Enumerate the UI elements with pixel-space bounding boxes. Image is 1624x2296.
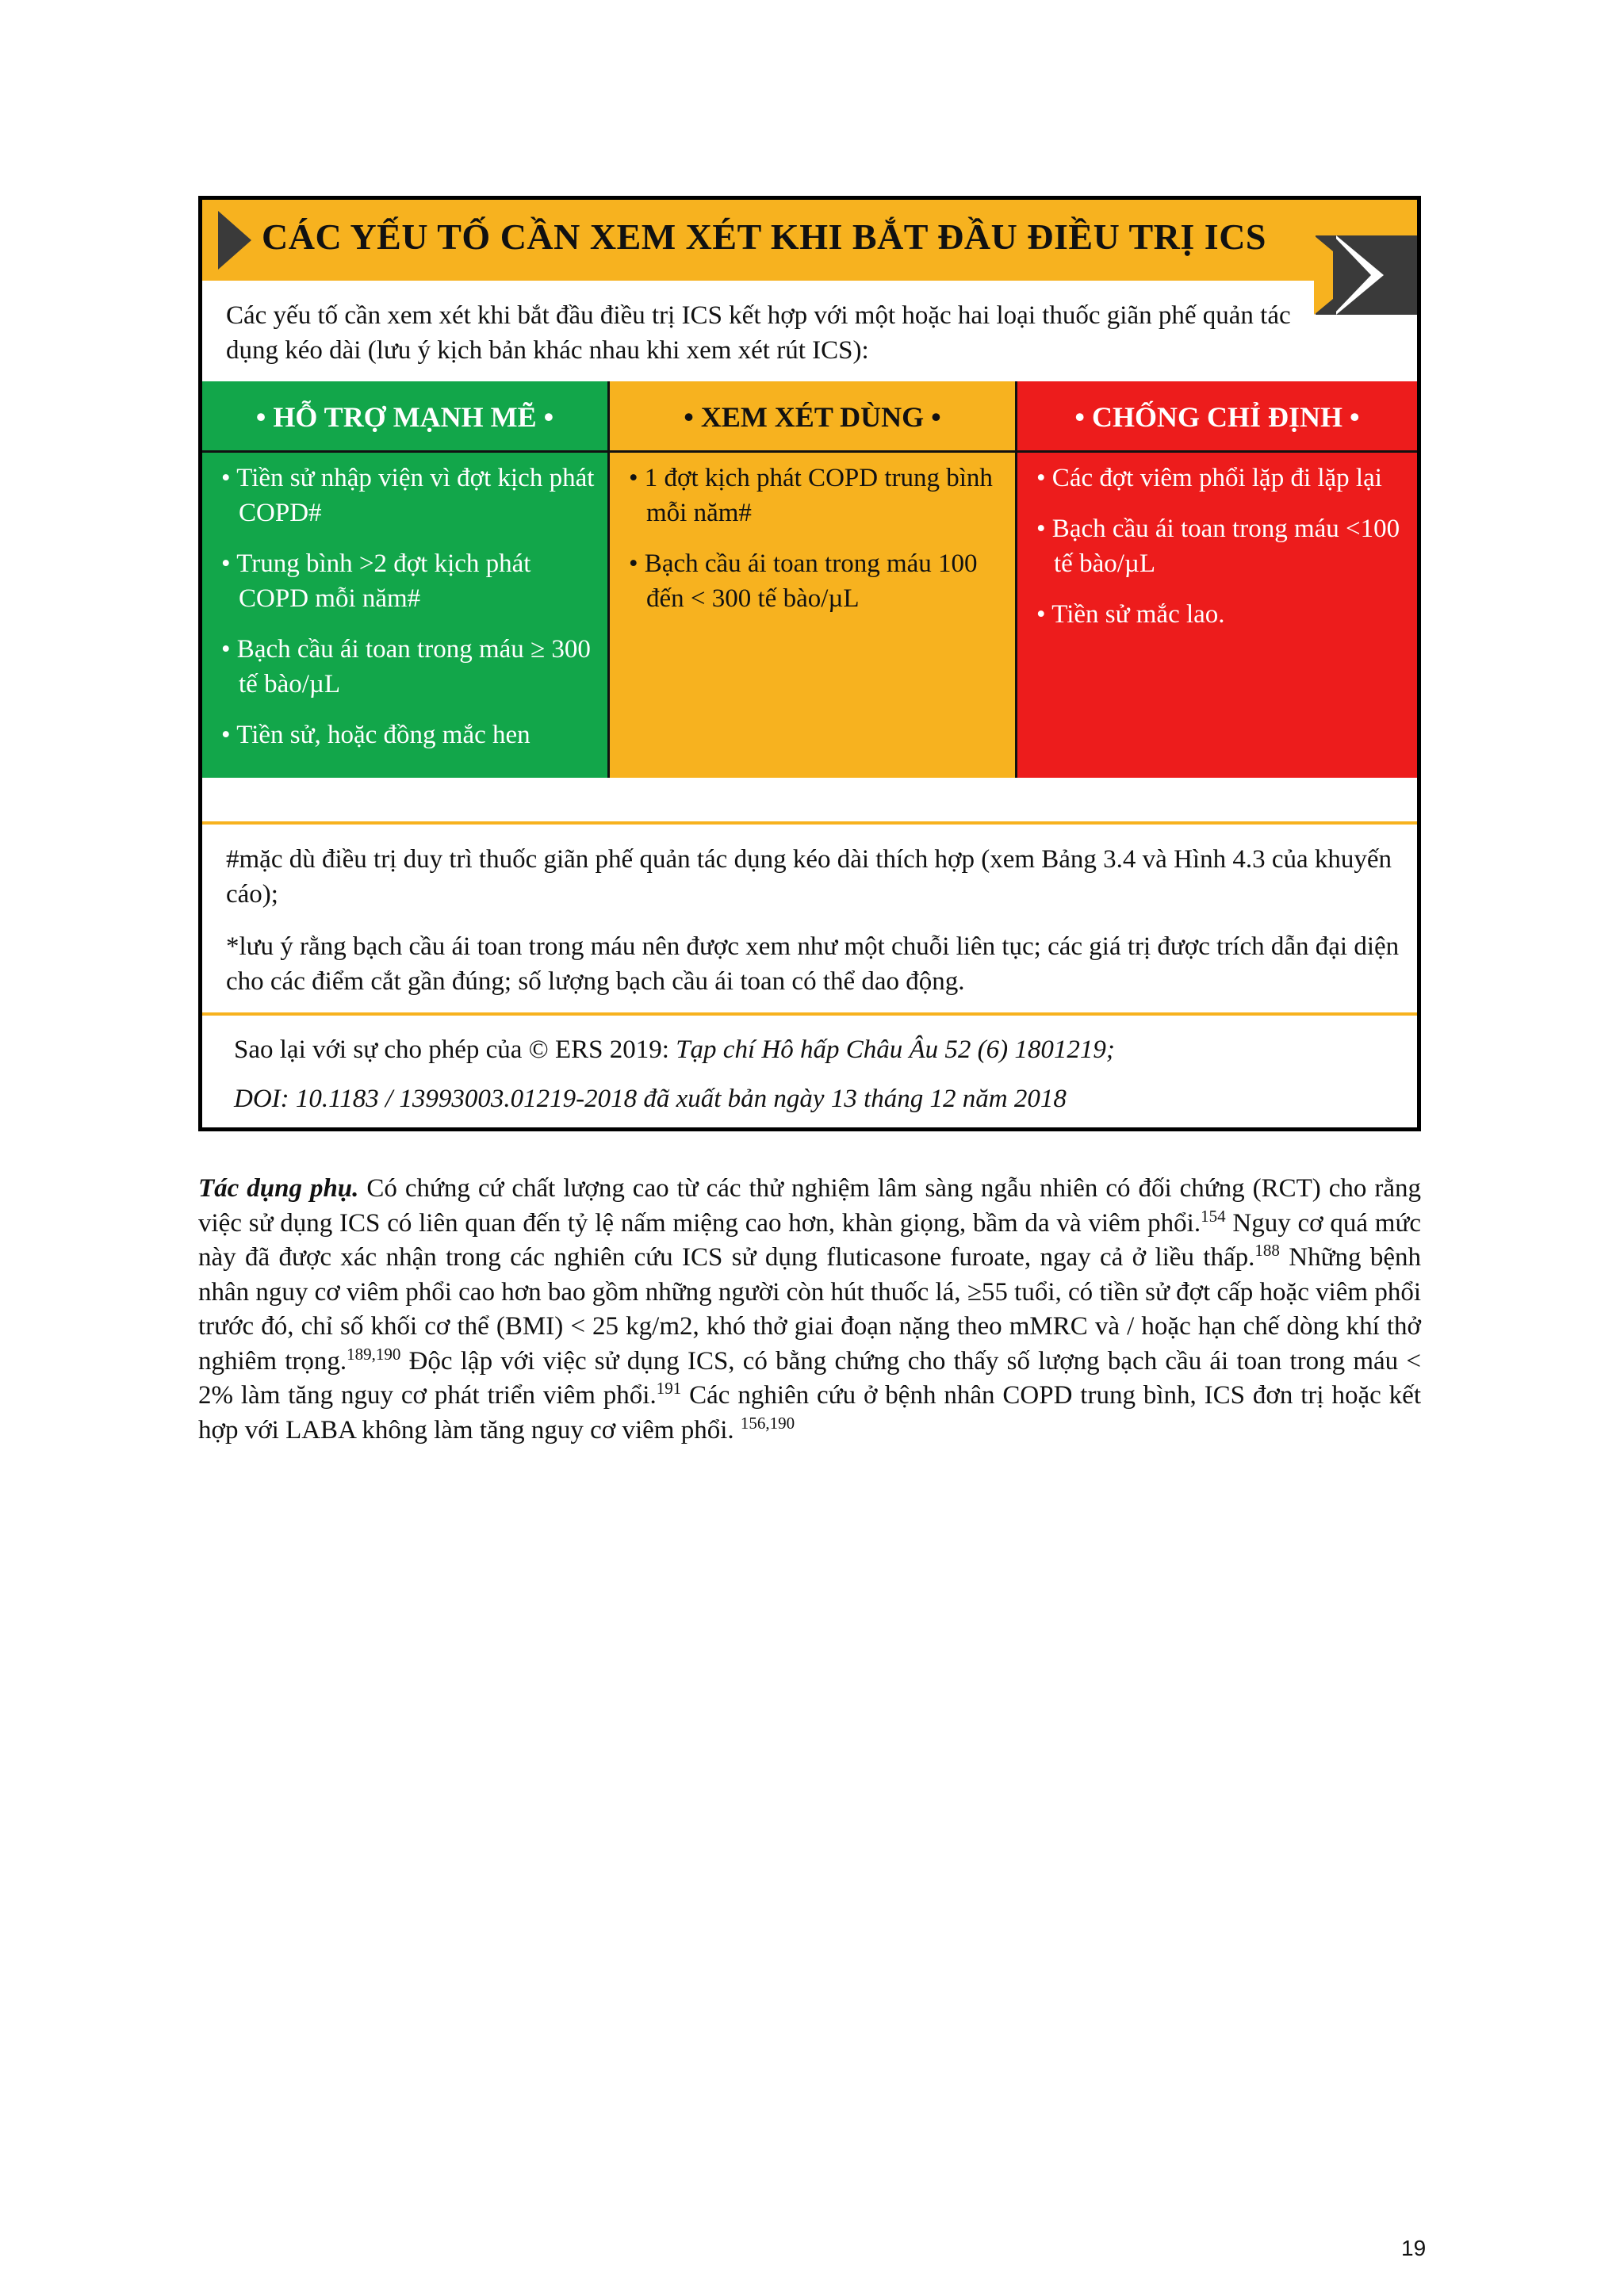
list-item: • Tiền sử mắc lao. [1036,600,1225,629]
reference-journal: Tạp chí Hô hấp Châu Âu 52 (6) 1801219; [676,1035,1115,1064]
list-item: • Bạch cầu ái toan trong máu ≥ 300 tế bào/µL [221,635,591,698]
list-item: • 1 đợt kịch phát COPD trung bình mỗi năm# [629,464,993,527]
reference-line-1 [234,1032,1115,1067]
list-item: • Tiền sử nhập viện vì đợt kịch phát COPD# [221,464,595,527]
column-consider-use [610,381,1017,778]
paragraph-text: Những bệnh nhân nguy cơ viêm phổi cao hơn bao gồm những người còn hút thuốc lá, ≥55 tuổi, có tiền sử đợt cấp hoặc viêm phổi trước đó, chỉ số khối cơ thể (BMI) < 25 kg/m2, khó thở giai đoạn nặng theo mMRC và / hoặc hạn chế dòng khí thở nghiêm trọng. [198,1243,1422,1376]
chevron-right-icon [1333,235,1371,315]
column-header: • CHỐNG CHỈ ĐỊNH • [1017,381,1417,453]
citation: 191 [656,1379,682,1398]
title-bar [202,200,1417,281]
reference-doi: DOI: 10.1183 / 13993003.01219-2018 đã xuất bản ngày 13 tháng 12 năm 2018 [234,1085,1067,1113]
box-title: CÁC YẾU TỐ CẦN XEM XÉT KHI BẮT ĐẦU ĐIỀU TRỊ ICS [262,216,1267,257]
list-item: • Bạch cầu ái toan trong máu <100 tế bào/µL [1036,515,1400,578]
citation: 154 [1201,1206,1226,1226]
reference-line-2 [234,1081,1067,1116]
list-item: • Trung bình >2 đợt kịch phát COPD mỗi năm# [221,549,531,613]
paragraph-text: Nguy cơ quá mức này đã được xác nhận trong các nghiên cứu ICS sử dụng fluticasone furoate, ngay cả ở liều thấp. [198,1208,1422,1272]
side-effects-paragraph [198,1172,1421,1448]
title-arrow-icon [218,211,251,270]
reference-text: Sao lại với sự cho phép của © ERS 2019: [234,1035,676,1064]
list-item: • Bạch cầu ái toan trong máu 100 đến < 300 tế bào/µL [629,549,978,613]
citation: 189,190 [347,1344,401,1364]
paragraph-text: Các nghiên cứu ở bệnh nhân COPD trung bình, ICS đơn trị hoặc kết hợp với LABA không làm tăng nguy cơ viêm phổi. [198,1381,1421,1445]
separator [202,1012,1417,1016]
separator [202,821,1417,825]
box-intro: Các yếu tố cần xem xét khi bắt đầu điều trị ICS kết hợp với một hoặc hai loại thuốc giãn phế quản tác dụng kéo dài (lưu ý kịch bản khác nhau khi xem xét rút ICS): [226,301,1291,365]
page-number: 19 [1401,2236,1427,2260]
column-strong-support [202,381,610,778]
list-item: • Các đợt viêm phổi lặp đi lặp lại [1036,464,1382,492]
recommendation-columns [202,381,1417,778]
footnote-star: *lưu ý rằng bạch cầu ái toan trong máu nên được xem như một chuỗi liên tục; các giá trị được trích dẫn đại diện cho các điểm cắt gần đúng; số lượng bạch cầu ái toan có thể dao động. [226,932,1400,996]
ics-factors-box [198,196,1421,1131]
column-header: • XEM XÉT DÙNG • [610,381,1015,453]
list-item: • Tiền sử, hoặc đồng mắc hen [221,721,530,749]
column-against-use [1017,381,1417,778]
citation: 156,190 [740,1413,795,1433]
paragraph-text: Độc lập với việc sử dụng ICS, có bằng chứng cho thấy số lượng bạch cầu ái toan trong máu < 2% làm tăng nguy cơ phát triển viêm phổi. [198,1346,1421,1410]
paragraph-lead: Tác dụng phụ. [198,1174,359,1203]
column-header: • HỖ TRỢ MẠNH MẼ • [202,381,607,453]
citation: 188 [1254,1241,1280,1260]
paragraph-text: Có chứng cứ chất lượng cao từ các thử nghiệm lâm sàng ngẫu nhiên có đối chứng (RCT) cho rằng việc sử dụng ICS có liên quan đến tỷ lệ nấm miệng cao hơn, khàn giọng, bầm da và viêm phổi. [198,1174,1421,1238]
footnote-hash: #mặc dù điều trị duy trì thuốc giãn phế quản tác dụng kéo dài thích hợp (xem Bảng 3.4 và Hình 4.3 của khuyến cáo); [226,845,1392,909]
